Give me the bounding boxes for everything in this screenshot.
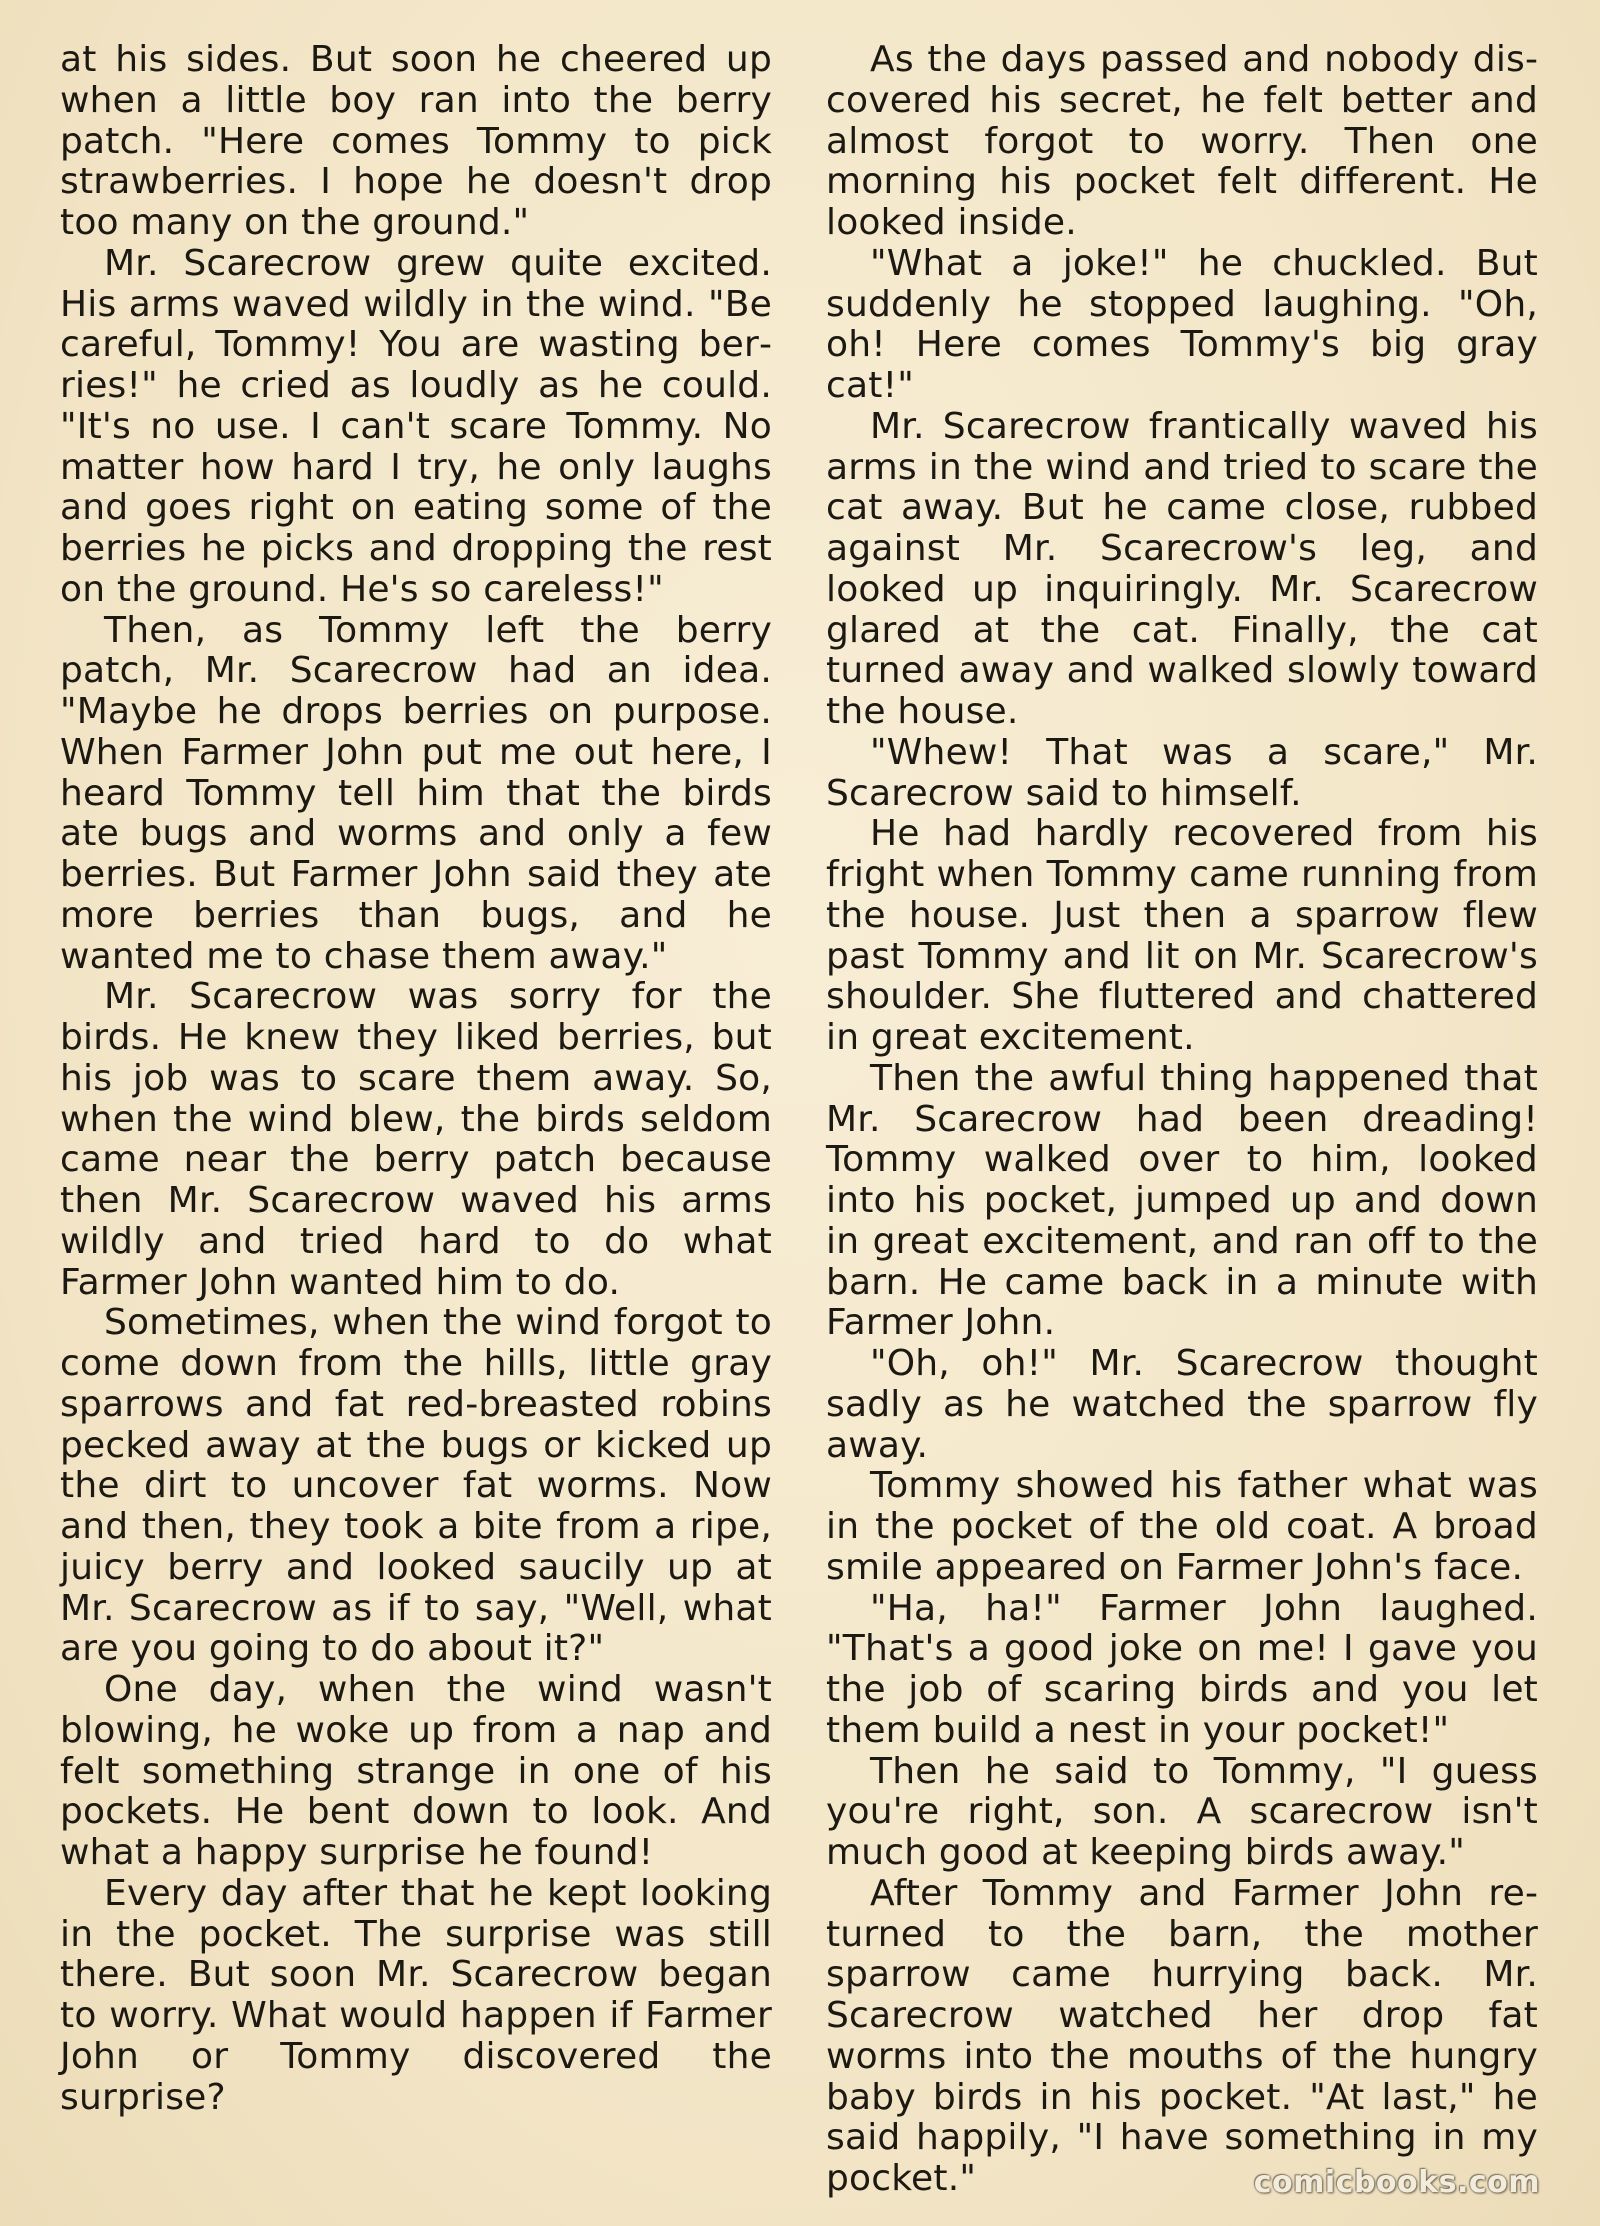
paragraph: "Whew! That was a scare," Mr. Scarecrow said to himself.: [826, 731, 1538, 814]
paragraph: Mr. Scarecrow grew quite excited. His arms waved wildly in the wind. "Be careful, Tommy! You are wasting berries!" he cried as loudly as he could. "It's no use. I can't scare Tommy. No matter how hard I try, he only laughs and goes right on eating some of the berries he picks and dropping the rest on the ground. He's so careless!": [60, 242, 772, 610]
paragraph: After Tommy and Farmer John returned to the barn, the mother sparrow came hurrying back. Mr. Scarecrow watched her drop fat worms into the mouths of the hungry baby birds in his pocket. "At last," he said happily, "I have something in my pocket.": [826, 1872, 1538, 2199]
paragraph: "Ha, ha!" Farmer John laughed. "That's a good joke on me! I gave you the job of scaring birds and you let them build a nest in your pocket!": [826, 1587, 1538, 1751]
paragraph: "Oh, oh!" Mr. Scarecrow thought sadly as he watched the sparrow fly away.: [826, 1343, 1538, 1466]
left-text-column: [60, 40, 772, 2118]
paragraph: Then, as Tommy left the berry patch, Mr. Scarecrow had an idea. "Maybe he drops berries on purpose. When Farmer John put me out here, I heard Tommy tell him that the birds ate bugs and worms and only a few berries. But Farmer John said they ate more berries than bugs, and he wanted me to chase them away.": [60, 609, 772, 977]
paragraph: Mr. Scarecrow was sorry for the birds. He knew they liked berries, but his job was to scare them away. So, when the wind blew, the birds seldom came near the berry patch because then Mr. Scarecrow waved his arms wildly and tried hard to do what Farmer John wanted him to do.: [60, 976, 772, 1303]
paragraph: at his sides. But soon he cheered up when a little boy ran into the berry patch. "Here comes Tommy to pick strawberries. I hope he doesn't drop too many on the ground.": [60, 39, 772, 243]
paragraph: As the days passed and nobody discovered his secret, he felt better and almost forgot to worry. Then one morning his pocket felt different. He looked inside.: [826, 39, 1538, 243]
paragraph: Then the awful thing happened that Mr. Scarecrow had been dreading! Tommy walked over to him, looked into his pocket, jumped up and down in great excitement, and ran off to the barn. He came back in a minute with Farmer John.: [826, 1057, 1538, 1344]
right-text-column: [826, 40, 1538, 2200]
paragraph: Then he said to Tommy, "I guess you're right, son. A scarecrow isn't much good at keeping birds away.": [826, 1750, 1538, 1873]
paragraph: Mr. Scarecrow frantically waved his arms in the wind and tried to scare the cat away. But he came close, rubbed against Mr. Scarecrow's leg, and looked up inquiringly. Mr. Scarecrow glared at the cat. Finally, the cat turned away and walked slowly toward the house.: [826, 405, 1538, 732]
paragraph: One day, when the wind wasn't blowing, he woke up from a nap and felt something strange in one of his pockets. He bent down to look. And what a happy surprise he found!: [60, 1669, 772, 1873]
paragraph: He had hardly recovered from his fright when Tommy came running from the house. Just then a sparrow flew past Tommy and lit on Mr. Scarecrow's shoulder. She fluttered and chattered in great excitement.: [826, 813, 1538, 1058]
paragraph: Sometimes, when the wind forgot to come down from the hills, little gray sparrows and fat red-breasted robins pecked away at the bugs or kicked up the dirt to uncover fat worms. Now and then, they took a bite from a ripe, juicy berry and looked saucily up at Mr. Scarecrow as if to say, "Well, what are you going to do about it?": [60, 1302, 772, 1670]
paragraph: Every day after that he kept looking in the pocket. The surprise was still there. But soon Mr. Scarecrow began to worry. What would happen if Farmer John or Tommy discovered the surprise?: [60, 1872, 772, 2118]
paragraph: "What a joke!" he chuckled. But suddenly he stopped laughing. "Oh, oh! Here comes Tommy's big gray cat!": [826, 242, 1538, 406]
watermark: comicbooks.com: [1253, 2165, 1540, 2200]
paragraph: Tommy showed his father what was in the pocket of the old coat. A broad smile appeared on Farmer John's face.: [826, 1465, 1538, 1588]
